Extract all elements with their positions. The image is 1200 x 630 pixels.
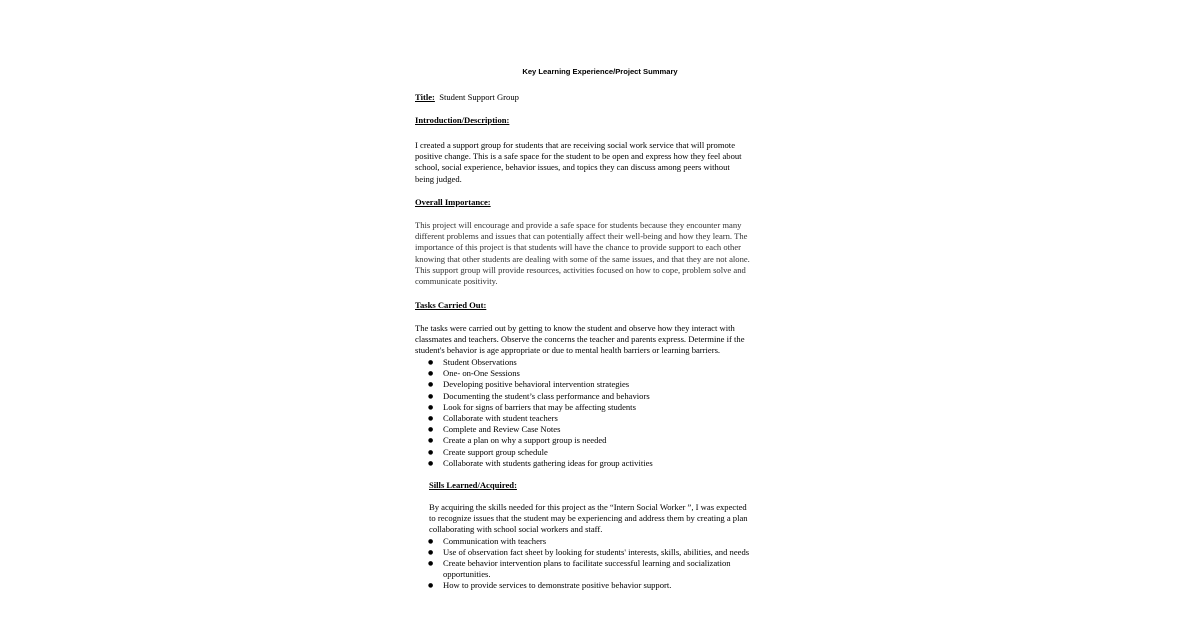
list-item-text: How to provide services to demonstrate positive behavior support. — [443, 580, 672, 591]
paragraph-line: student's behavior is age appropriate or due to mental health barriers or learning barriers. — [415, 345, 721, 356]
paragraph-line: school, social experience, behavior issues, and topics they can discuss among peers without — [415, 162, 730, 173]
paragraph-line: The tasks were carried out by getting to know the student and observe how they interact with — [415, 323, 735, 333]
list-item-text: Collaborate with students gathering ideas for group activities — [443, 457, 653, 468]
bullet-icon: ● — [428, 426, 434, 434]
paragraph-line: different problems and issues that can potentially affect their well-being and how they learn. The — [415, 231, 748, 242]
list-item-text: One- on-One Sessions — [443, 368, 520, 379]
skills-heading: Sills Learned/Acquired: — [429, 480, 517, 490]
tasks-paragraph — [415, 323, 745, 357]
bullet-icon: ● — [428, 559, 434, 567]
list-item-text: Complete and Review Case Notes — [443, 424, 561, 435]
bullet-icon: ● — [428, 537, 434, 545]
bullet-icon: ● — [428, 548, 434, 556]
bullet-icon: ● — [428, 370, 434, 378]
bullet-icon: ● — [428, 403, 434, 411]
list-item-text: Use of observation fact sheet by looking for students' interests, skills, abilities, and needs — [443, 546, 750, 557]
bullet-icon: ● — [428, 392, 434, 400]
paragraph-line: classmates and teachers. Observe the concerns the teacher and parents express. Determine if the — [415, 334, 745, 345]
paragraph-line: to recognize issues that the student may be experiencing and address them by creating a plan — [429, 513, 748, 524]
intro-heading: Introduction/Description: — [415, 115, 510, 125]
bullet-icon: ● — [428, 448, 434, 456]
bullet-icon: ● — [428, 582, 434, 590]
title-line — [415, 92, 519, 103]
list-item-text: Student Observations — [443, 357, 517, 367]
paragraph-line: I created a support group for students that are receiving social work service that will promote — [415, 140, 736, 150]
paragraph-line: This support group will provide resources, activities focused on how to cope, problem solve and — [415, 264, 746, 275]
paragraph-line: communicate positivity. — [415, 276, 498, 287]
importance-paragraph — [415, 220, 750, 287]
paragraph-line: being judged. — [415, 173, 462, 184]
list-item-text: Documenting the student’s class performance and behaviors — [443, 390, 650, 401]
paragraph-line: importance of this project is that students will have the chance to provide support to each other — [415, 242, 741, 253]
list-item-text: Collaborate with student teachers — [443, 412, 558, 423]
tasks-heading: Tasks Carried Out: — [415, 300, 487, 310]
list-item-text: Create support group schedule — [443, 446, 548, 457]
list-item-text: Developing positive behavioral intervention strategies — [443, 379, 630, 390]
importance-heading: Overall Importance: — [415, 197, 491, 207]
paragraph-line: collaborating with school social workers and staff. — [429, 524, 603, 535]
list-item-text: opportunities. — [443, 569, 491, 580]
bullet-icon: ● — [428, 437, 434, 445]
skills-paragraph — [429, 502, 748, 536]
title-value: Student Support Group — [439, 92, 519, 102]
list-item-text: Create behavior intervention plans to facilitate successful learning and socialization — [443, 557, 731, 568]
intro-paragraph — [415, 140, 742, 185]
paragraph-line: By acquiring the skills needed for this project as the “Intern Social Worker ”, I was expected — [429, 502, 747, 512]
list-item-text: Communication with teachers — [443, 535, 547, 546]
paragraph-line: knowing that other students are dealing with some of the same issues, and that they are not alone. — [415, 253, 750, 264]
bullet-icon: ● — [428, 459, 434, 467]
list-item-text: Create a plan on why a support group is needed — [443, 435, 607, 446]
bullet-icon: ● — [428, 381, 434, 389]
title-label: Title: — [415, 92, 435, 102]
bullet-icon: ● — [428, 414, 434, 422]
list-item-text: Look for signs of barriers that may be affecting students — [443, 401, 636, 412]
document-heading: Key Learning Experience/Project Summary — [522, 67, 678, 76]
bullet-icon: ● — [428, 359, 434, 366]
paragraph-line: positive change. This is a safe space for the student to be open and express how they feel about — [415, 151, 742, 162]
paragraph-line: This project will encourage and provide a safe space for students because they encounter many — [415, 220, 742, 230]
